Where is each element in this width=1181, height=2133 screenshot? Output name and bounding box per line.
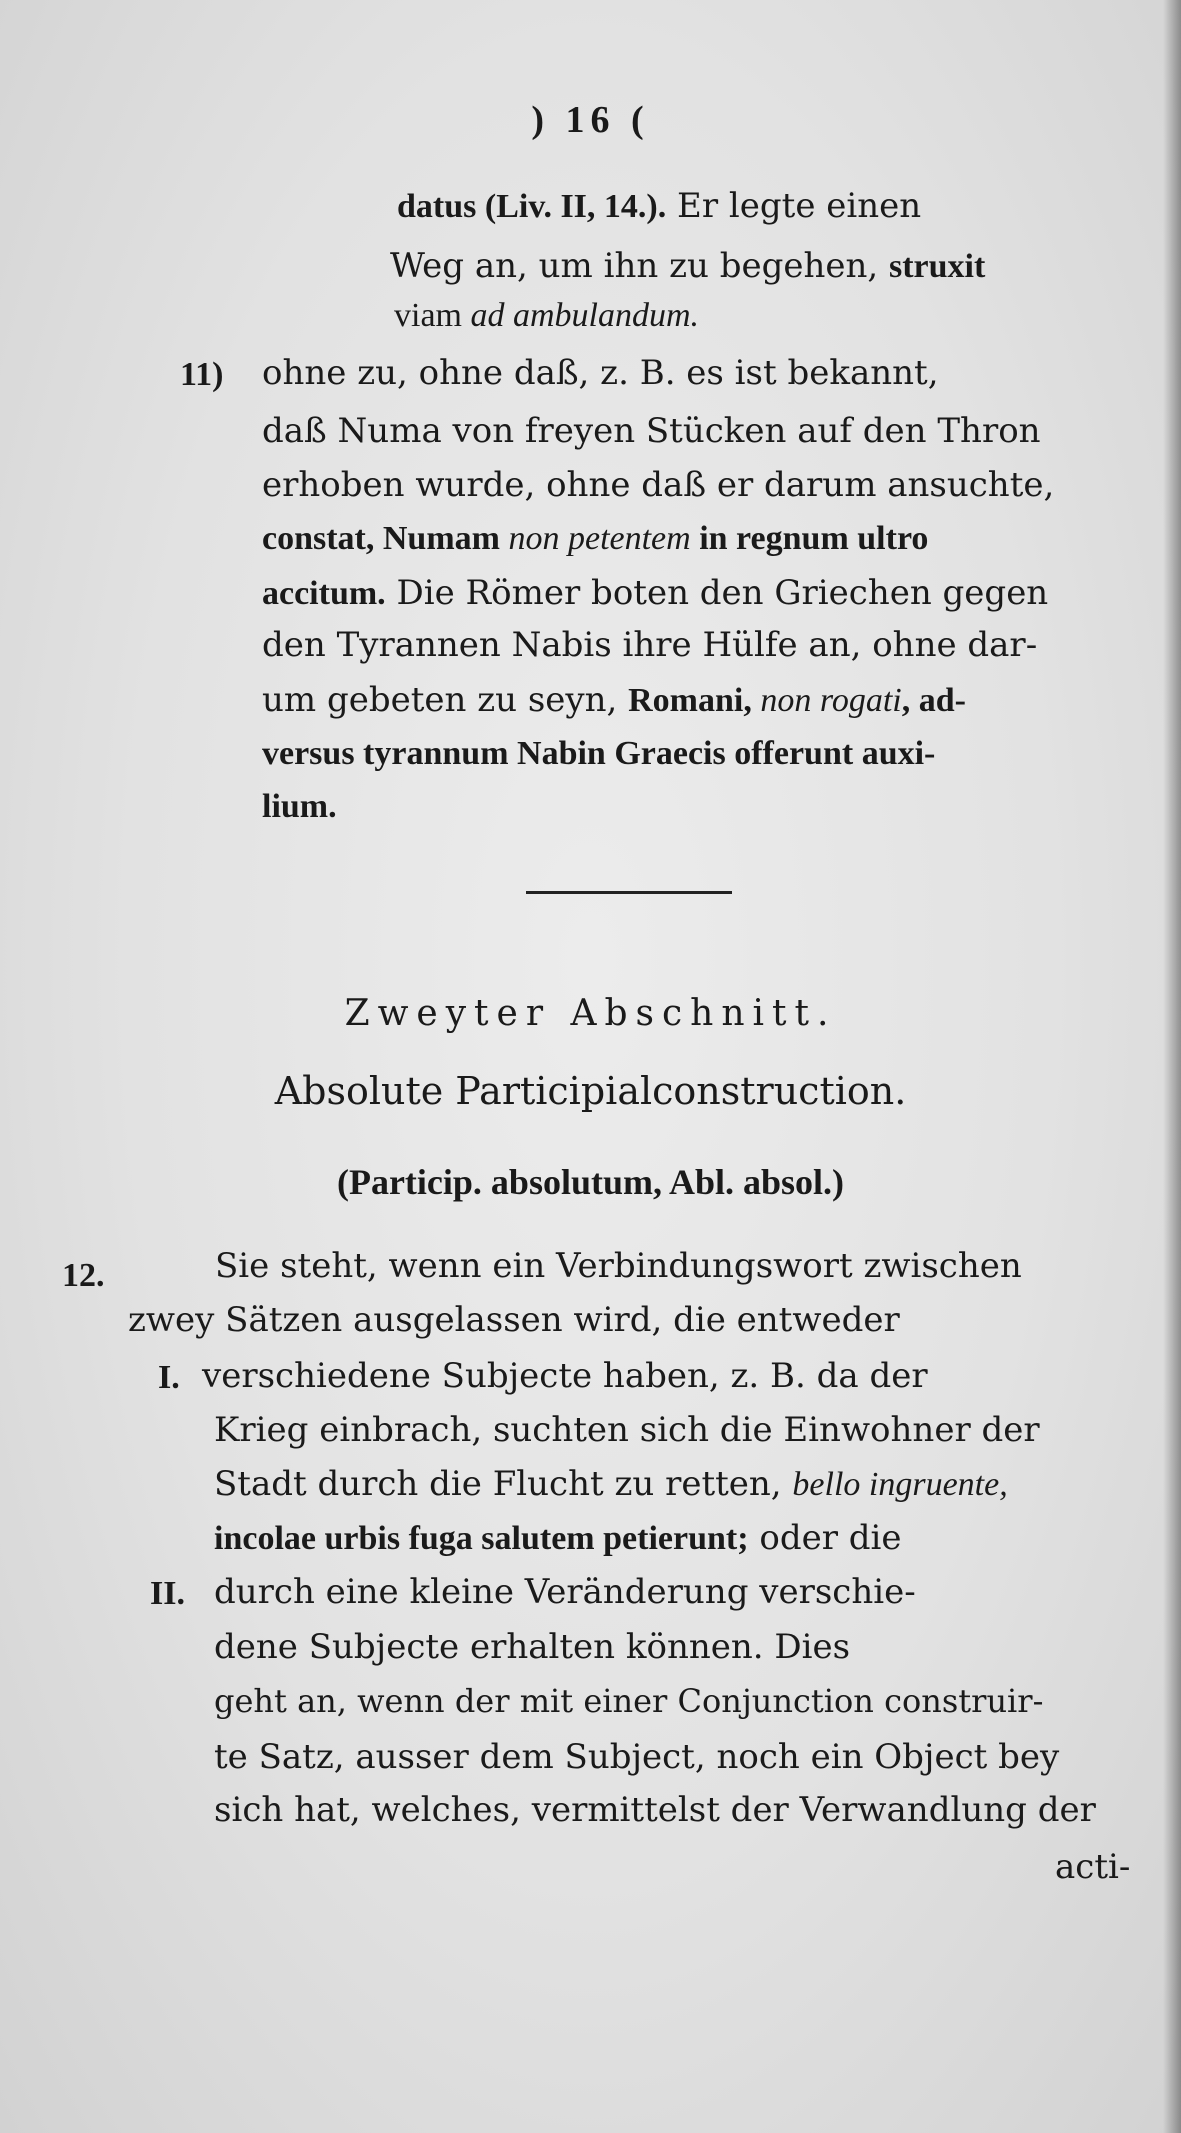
latin-text: accitum.: [262, 575, 386, 612]
text-line: [262, 465, 1055, 505]
german-text: geht an, wenn der mit einer Conjunction construir-: [214, 1682, 1044, 1720]
text-line: [262, 573, 1049, 613]
latin-text: datus (Liv. II, 14.).: [397, 188, 667, 225]
section-title: Absolute Participialconstruction.: [274, 1069, 907, 1113]
text-line: [214, 1464, 1008, 1504]
catchword: acti-: [1055, 1847, 1131, 1887]
text-line: [202, 1356, 928, 1396]
text-line: [262, 680, 966, 720]
latin-text: viam: [394, 297, 471, 334]
text-line: [262, 625, 1038, 665]
section-subtitle: (Particip. absolutum, Abl. absol.): [336, 1162, 845, 1202]
text-line: [214, 1682, 1044, 1720]
latin-italic-text: bello ingruente,: [792, 1466, 1008, 1503]
text-line: [214, 1410, 1040, 1450]
latin-text: struxit: [889, 248, 986, 285]
text-line: [214, 1572, 916, 1612]
german-text: verschiedene Subjecte haben, z. B. da der: [202, 1356, 928, 1396]
page-edge-shadow: [1163, 0, 1181, 2133]
latin-text: versus tyrannum Nabin Graecis offerunt auxi-: [262, 735, 936, 772]
text-line: [397, 186, 922, 226]
text-line: [262, 411, 1041, 451]
german-text: daß Numa von freyen Stücken auf den Thron: [262, 411, 1041, 451]
list-marker: II.: [150, 1575, 185, 1612]
german-text: durch eine kleine Veränderung verschie-: [214, 1572, 916, 1612]
latin-italic-text: non petentem: [508, 520, 691, 557]
german-text: sich hat, welches, vermittelst der Verwandlung der: [214, 1790, 1096, 1830]
latin-italic-text: non rogati: [760, 682, 902, 719]
section-heading: Zweyter Abschnitt.: [344, 993, 837, 1034]
text-line: [390, 246, 986, 286]
latin-text: in regnum ultro: [690, 520, 929, 557]
german-text: erhoben wurde, ohne daß er darum ansuchte,: [262, 465, 1055, 505]
latin-text: Romani,: [628, 682, 761, 719]
german-text: den Tyrannen Nabis ihre Hülfe an, ohne dar-: [262, 625, 1038, 665]
german-text: dene Subjecte erhalten können. Dies: [214, 1627, 851, 1667]
text-line: [214, 1627, 851, 1667]
german-text: Krieg einbrach, suchten sich die Einwohner der: [214, 1410, 1040, 1450]
german-text: te Satz, ausser dem Subject, noch ein Object bey: [214, 1737, 1060, 1777]
text-line: [262, 790, 337, 824]
text-line: [394, 298, 699, 333]
german-text: oder die: [748, 1518, 902, 1558]
german-text: zwey Sätzen ausgelassen wird, die entweder: [128, 1300, 900, 1340]
latin-text: constat, Numam: [262, 520, 509, 557]
latin-text: incolae urbis fuga salutem petierunt;: [214, 1520, 749, 1557]
latin-italic-text: ad ambulandum.: [470, 297, 700, 334]
text-line: [128, 1300, 900, 1340]
list-marker: I.: [158, 1359, 180, 1396]
german-text: Er legte einen: [666, 186, 922, 226]
page-number: ) 16 (: [531, 99, 650, 141]
german-text: Sie steht, wenn ein Verbindungswort zwischen: [215, 1246, 1022, 1286]
text-line: [214, 1790, 1096, 1830]
text-line: [215, 1246, 1022, 1286]
text-line: [214, 1518, 902, 1558]
german-text: ohne zu, ohne daß, z. B. es ist bekannt,: [262, 353, 939, 393]
section-divider-rule: [526, 891, 732, 894]
text-line: [262, 737, 935, 771]
german-text: um gebeten zu seyn,: [262, 680, 629, 720]
german-text: Die Römer boten den Griechen gegen: [385, 573, 1049, 613]
paragraph-number: 12.: [62, 1257, 105, 1294]
latin-text: , ad-: [901, 682, 966, 719]
latin-text: lium.: [262, 788, 337, 825]
german-text: Weg an, um ihn zu begehen,: [390, 246, 889, 286]
german-text: Stadt durch die Flucht zu retten,: [214, 1464, 793, 1504]
text-line: [214, 1737, 1060, 1777]
text-line: [262, 521, 928, 556]
text-line: [262, 353, 939, 393]
paragraph-number: 11): [180, 356, 224, 393]
